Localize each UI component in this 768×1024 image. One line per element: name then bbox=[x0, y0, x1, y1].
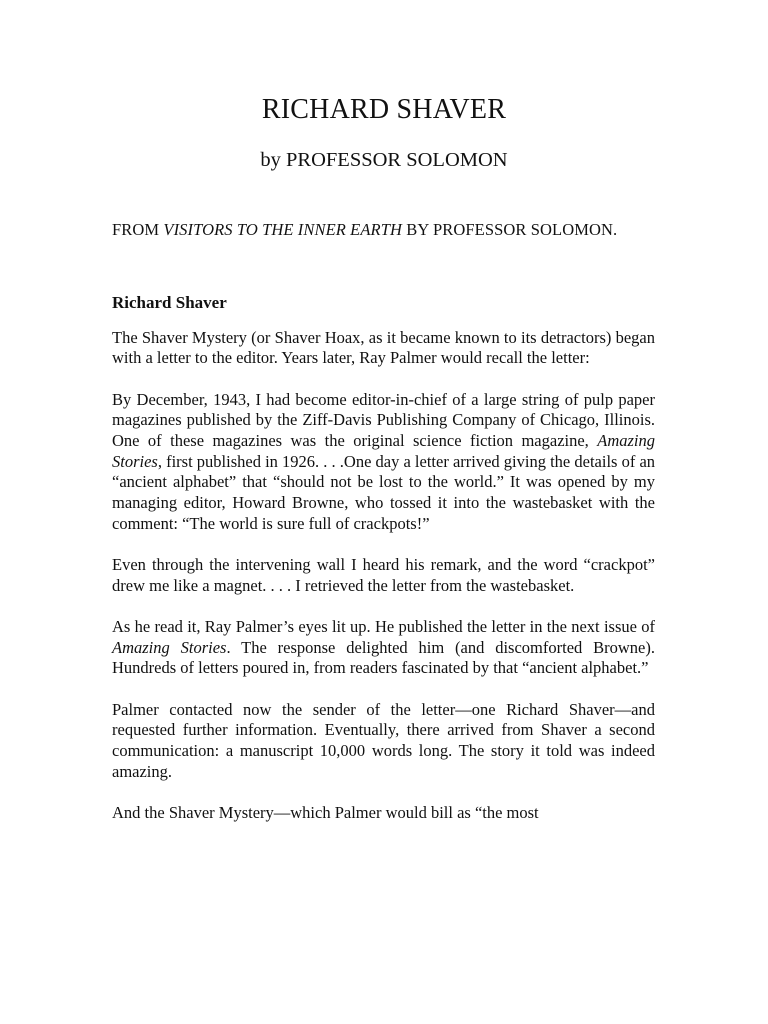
source-note-prefix: FROM bbox=[112, 220, 164, 239]
paragraph-3: Even through the intervening wall I heard his remark, and the word “crackpot” drew me like a magnet. . . . I retrieved the letter from the wastebasket. bbox=[112, 555, 655, 595]
magazine-title: Amazing Stories bbox=[112, 637, 227, 657]
magazine-title: Amazing Stories bbox=[112, 431, 655, 471]
paragraph-2 bbox=[112, 390, 655, 535]
source-note bbox=[112, 220, 655, 241]
document-title: RICHARD SHAVER bbox=[261, 94, 507, 125]
section-heading: Richard Shaver bbox=[112, 292, 227, 312]
source-book-title: VISITORS TO THE INNER EARTH bbox=[163, 220, 403, 239]
paragraph-1: The Shaver Mystery (or Shaver Hoax, as it became known to its detractors) began with a letter to the editor. Years later, Ray Palmer would recall the letter: bbox=[112, 327, 655, 368]
document-byline: by PROFESSOR SOLOMON bbox=[260, 149, 508, 171]
paragraph-6: And the Shaver Mystery—which Palmer would bill as “the most bbox=[112, 802, 539, 822]
paragraph-2-text-start: By December, 1943, I had become editor-in-chief of a large string of pulp paper magazines published by the Ziff-Davis Publishing Company of Chicago, Illinois. One of these magazines was the original science fiction magazine, bbox=[112, 389, 655, 451]
document-body bbox=[112, 220, 655, 824]
source-note-suffix: BY PROFESSOR SOLOMON. bbox=[402, 220, 618, 239]
paragraph-4-text-start: As he read it, Ray Palmer’s eyes lit up. He published the letter in the next issue of bbox=[112, 616, 655, 636]
paragraph-5: Palmer contacted now the sender of the letter—one Richard Shaver—and requested further information. Eventually, there arrived from Shaver a second communication: a manuscript 10,000 words long. The story it told was indeed amazing. bbox=[112, 699, 655, 781]
paragraph-4-text-end: . The response delighted him (and discomforted Browne). Hundreds of letters poured in, from readers fascinated by that “ancient alphabet.” bbox=[112, 637, 655, 678]
paragraph-4 bbox=[112, 617, 655, 679]
paragraph-2-text-end: , first published in 1926. . . .One day a letter arrived giving the details of an “ancient alphabet” that “should not be lost to the world.” It was opened by my managing editor, Howard Browne, who tossed it into the wastebasket with the comment: “The world is sure full of crackpots!” bbox=[112, 451, 656, 533]
